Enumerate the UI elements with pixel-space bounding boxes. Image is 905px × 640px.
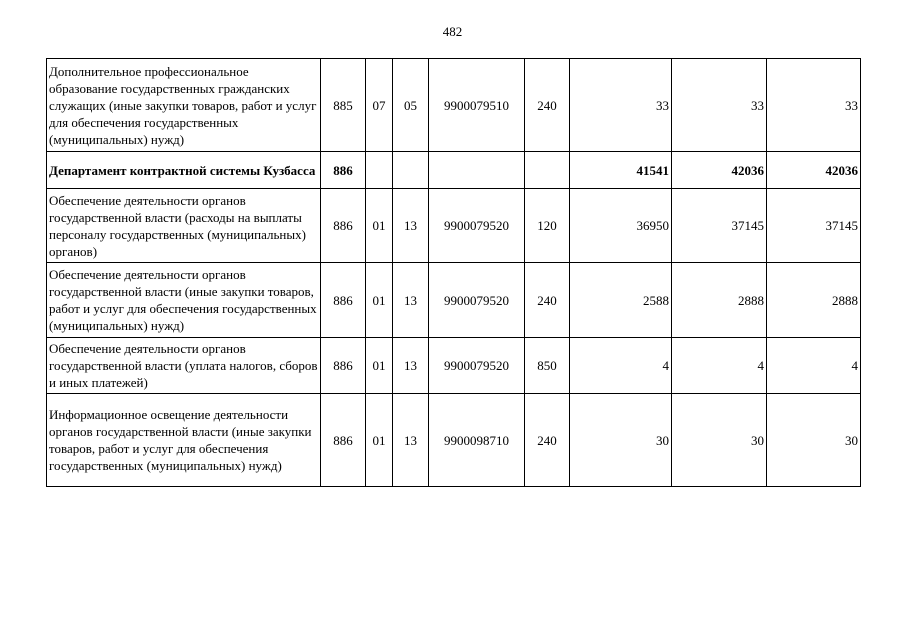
expense-type-cell: 120 — [525, 189, 570, 263]
amount-year3-cell: 4 — [767, 338, 861, 394]
expense-name-cell: Департамент контрактной системы Кузбасса — [47, 152, 321, 189]
grbs-code-cell: 885 — [321, 59, 366, 152]
amount-year1-cell: 2588 — [570, 263, 672, 338]
target-article-cell: 9900079520 — [429, 189, 525, 263]
expense-type-cell: 240 — [525, 59, 570, 152]
amount-year3-cell: 2888 — [767, 263, 861, 338]
expense-name-cell: Обеспечение деятельности органов государственной власти (расходы на выплаты персоналу государственных (муниципальных) органов) — [47, 189, 321, 263]
expense-type-cell: 240 — [525, 263, 570, 338]
grbs-code-cell: 886 — [321, 394, 366, 487]
budget-table — [46, 58, 861, 487]
expense-name-cell: Обеспечение деятельности органов государственной власти (уплата налогов, сборов и иных платежей) — [47, 338, 321, 394]
expense-name-cell: Обеспечение деятельности органов государственной власти (иные закупки товаров, работ и услуг для обеспечения государственных (муниципальных) нужд) — [47, 263, 321, 338]
amount-year2-cell: 42036 — [672, 152, 767, 189]
table-row — [47, 263, 861, 338]
section-code-cell: 07 — [366, 59, 393, 152]
amount-year2-cell: 30 — [672, 394, 767, 487]
expense-type-cell: 240 — [525, 394, 570, 487]
amount-year2-cell: 33 — [672, 59, 767, 152]
table-row — [47, 152, 861, 189]
target-article-cell — [429, 152, 525, 189]
grbs-code-cell: 886 — [321, 338, 366, 394]
amount-year2-cell: 2888 — [672, 263, 767, 338]
subsection-code-cell: 13 — [393, 394, 429, 487]
section-code-cell: 01 — [366, 394, 393, 487]
target-article-cell: 9900098710 — [429, 394, 525, 487]
target-article-cell: 9900079520 — [429, 338, 525, 394]
amount-year3-cell: 30 — [767, 394, 861, 487]
amount-year3-cell: 42036 — [767, 152, 861, 189]
expense-type-cell — [525, 152, 570, 189]
expense-name-cell: Информационное освещение деятельности органов государственной власти (иные закупки товаров, работ и услуг для обеспечения государственных (муниципальных) нужд) — [47, 394, 321, 487]
subsection-code-cell: 13 — [393, 338, 429, 394]
amount-year2-cell: 4 — [672, 338, 767, 394]
section-code-cell — [366, 152, 393, 189]
amount-year1-cell: 33 — [570, 59, 672, 152]
target-article-cell: 9900079510 — [429, 59, 525, 152]
target-article-cell: 9900079520 — [429, 263, 525, 338]
amount-year1-cell: 30 — [570, 394, 672, 487]
amount-year3-cell: 37145 — [767, 189, 861, 263]
amount-year1-cell: 4 — [570, 338, 672, 394]
amount-year1-cell: 36950 — [570, 189, 672, 263]
budget-table-body — [47, 59, 861, 487]
subsection-code-cell — [393, 152, 429, 189]
grbs-code-cell: 886 — [321, 189, 366, 263]
amount-year1-cell: 41541 — [570, 152, 672, 189]
grbs-code-cell: 886 — [321, 152, 366, 189]
section-code-cell: 01 — [366, 189, 393, 263]
page-number: 482 — [442, 24, 463, 39]
grbs-code-cell: 886 — [321, 263, 366, 338]
table-row — [47, 338, 861, 394]
table-row — [47, 189, 861, 263]
subsection-code-cell: 13 — [393, 263, 429, 338]
subsection-code-cell: 13 — [393, 189, 429, 263]
section-code-cell: 01 — [366, 263, 393, 338]
section-code-cell: 01 — [366, 338, 393, 394]
amount-year3-cell: 33 — [767, 59, 861, 152]
subsection-code-cell: 05 — [393, 59, 429, 152]
amount-year2-cell: 37145 — [672, 189, 767, 263]
table-row — [47, 394, 861, 487]
expense-name-cell: Дополнительное профессиональное образование государственных гражданских служащих (иные закупки товаров, работ и услуг для обеспечения государственных (муниципальных) нужд) — [47, 59, 321, 152]
table-row — [47, 59, 861, 152]
expense-type-cell: 850 — [525, 338, 570, 394]
